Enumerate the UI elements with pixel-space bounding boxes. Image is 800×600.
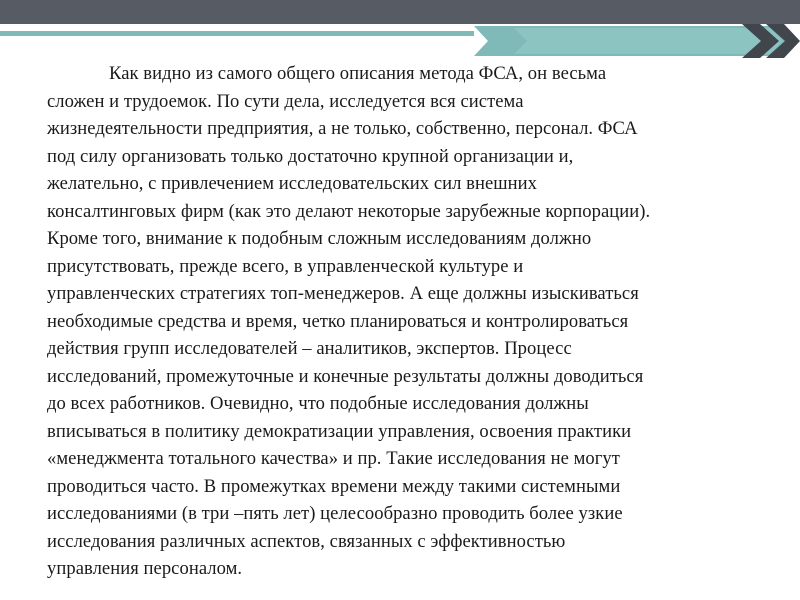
text-line: присутствовать, прежде всего, в управленческой культуре и bbox=[47, 255, 524, 277]
text-line: проводиться часто. В промежутках времени между такими системными bbox=[47, 475, 621, 497]
text-line: консалтинговых фирм (как это делают некоторые зарубежные корпорации). bbox=[47, 200, 651, 222]
text-line: под силу организовать только достаточно крупной организации и, bbox=[47, 145, 574, 167]
text-line: «менеджмента тотального качества» и пр. Такие исследования не могут bbox=[47, 448, 620, 469]
text-line: жизнедеятельности предприятия, а не только, собственно, персонал. ФСА bbox=[47, 118, 638, 139]
text-line: Кроме того, внимание к подобным сложным исследованиям должно bbox=[47, 228, 592, 249]
text-line: вписываться в политику демократизации управления, освоения практики bbox=[47, 420, 632, 442]
text-line: Как видно из самого общего описания метода ФСА, он весьма bbox=[109, 63, 607, 84]
text-line: необходимые средства и время, четко планироваться и контролироваться bbox=[47, 310, 629, 332]
text-line: до всех работников. Очевидно, что подобные исследования должны bbox=[47, 393, 589, 414]
slide-body-text bbox=[47, 60, 757, 583]
text-line: исследований, промежуточные и конечные результаты должны доводиться bbox=[47, 365, 644, 387]
text-line: желательно, с привлечением исследовательских сил внешних bbox=[47, 173, 538, 194]
chevron-arrows-icon bbox=[474, 24, 800, 58]
top-dark-band bbox=[0, 0, 800, 24]
text-line: действия групп исследователей – аналитиков, экспертов. Процесс bbox=[47, 338, 572, 359]
text-line: исследованиями (в три –пять лет) целесообразно проводить более узкие bbox=[47, 503, 623, 524]
text-line: управленческих стратегиях топ-менеджеров. А еще должны изыскиваться bbox=[47, 283, 639, 304]
text-line: сложен и трудоемок. По сути дела, исследуется вся система bbox=[47, 90, 524, 112]
text-line: управления персоналом. bbox=[47, 558, 243, 579]
text-line: исследования различных аспектов, связанных с эффективностью bbox=[47, 530, 566, 552]
